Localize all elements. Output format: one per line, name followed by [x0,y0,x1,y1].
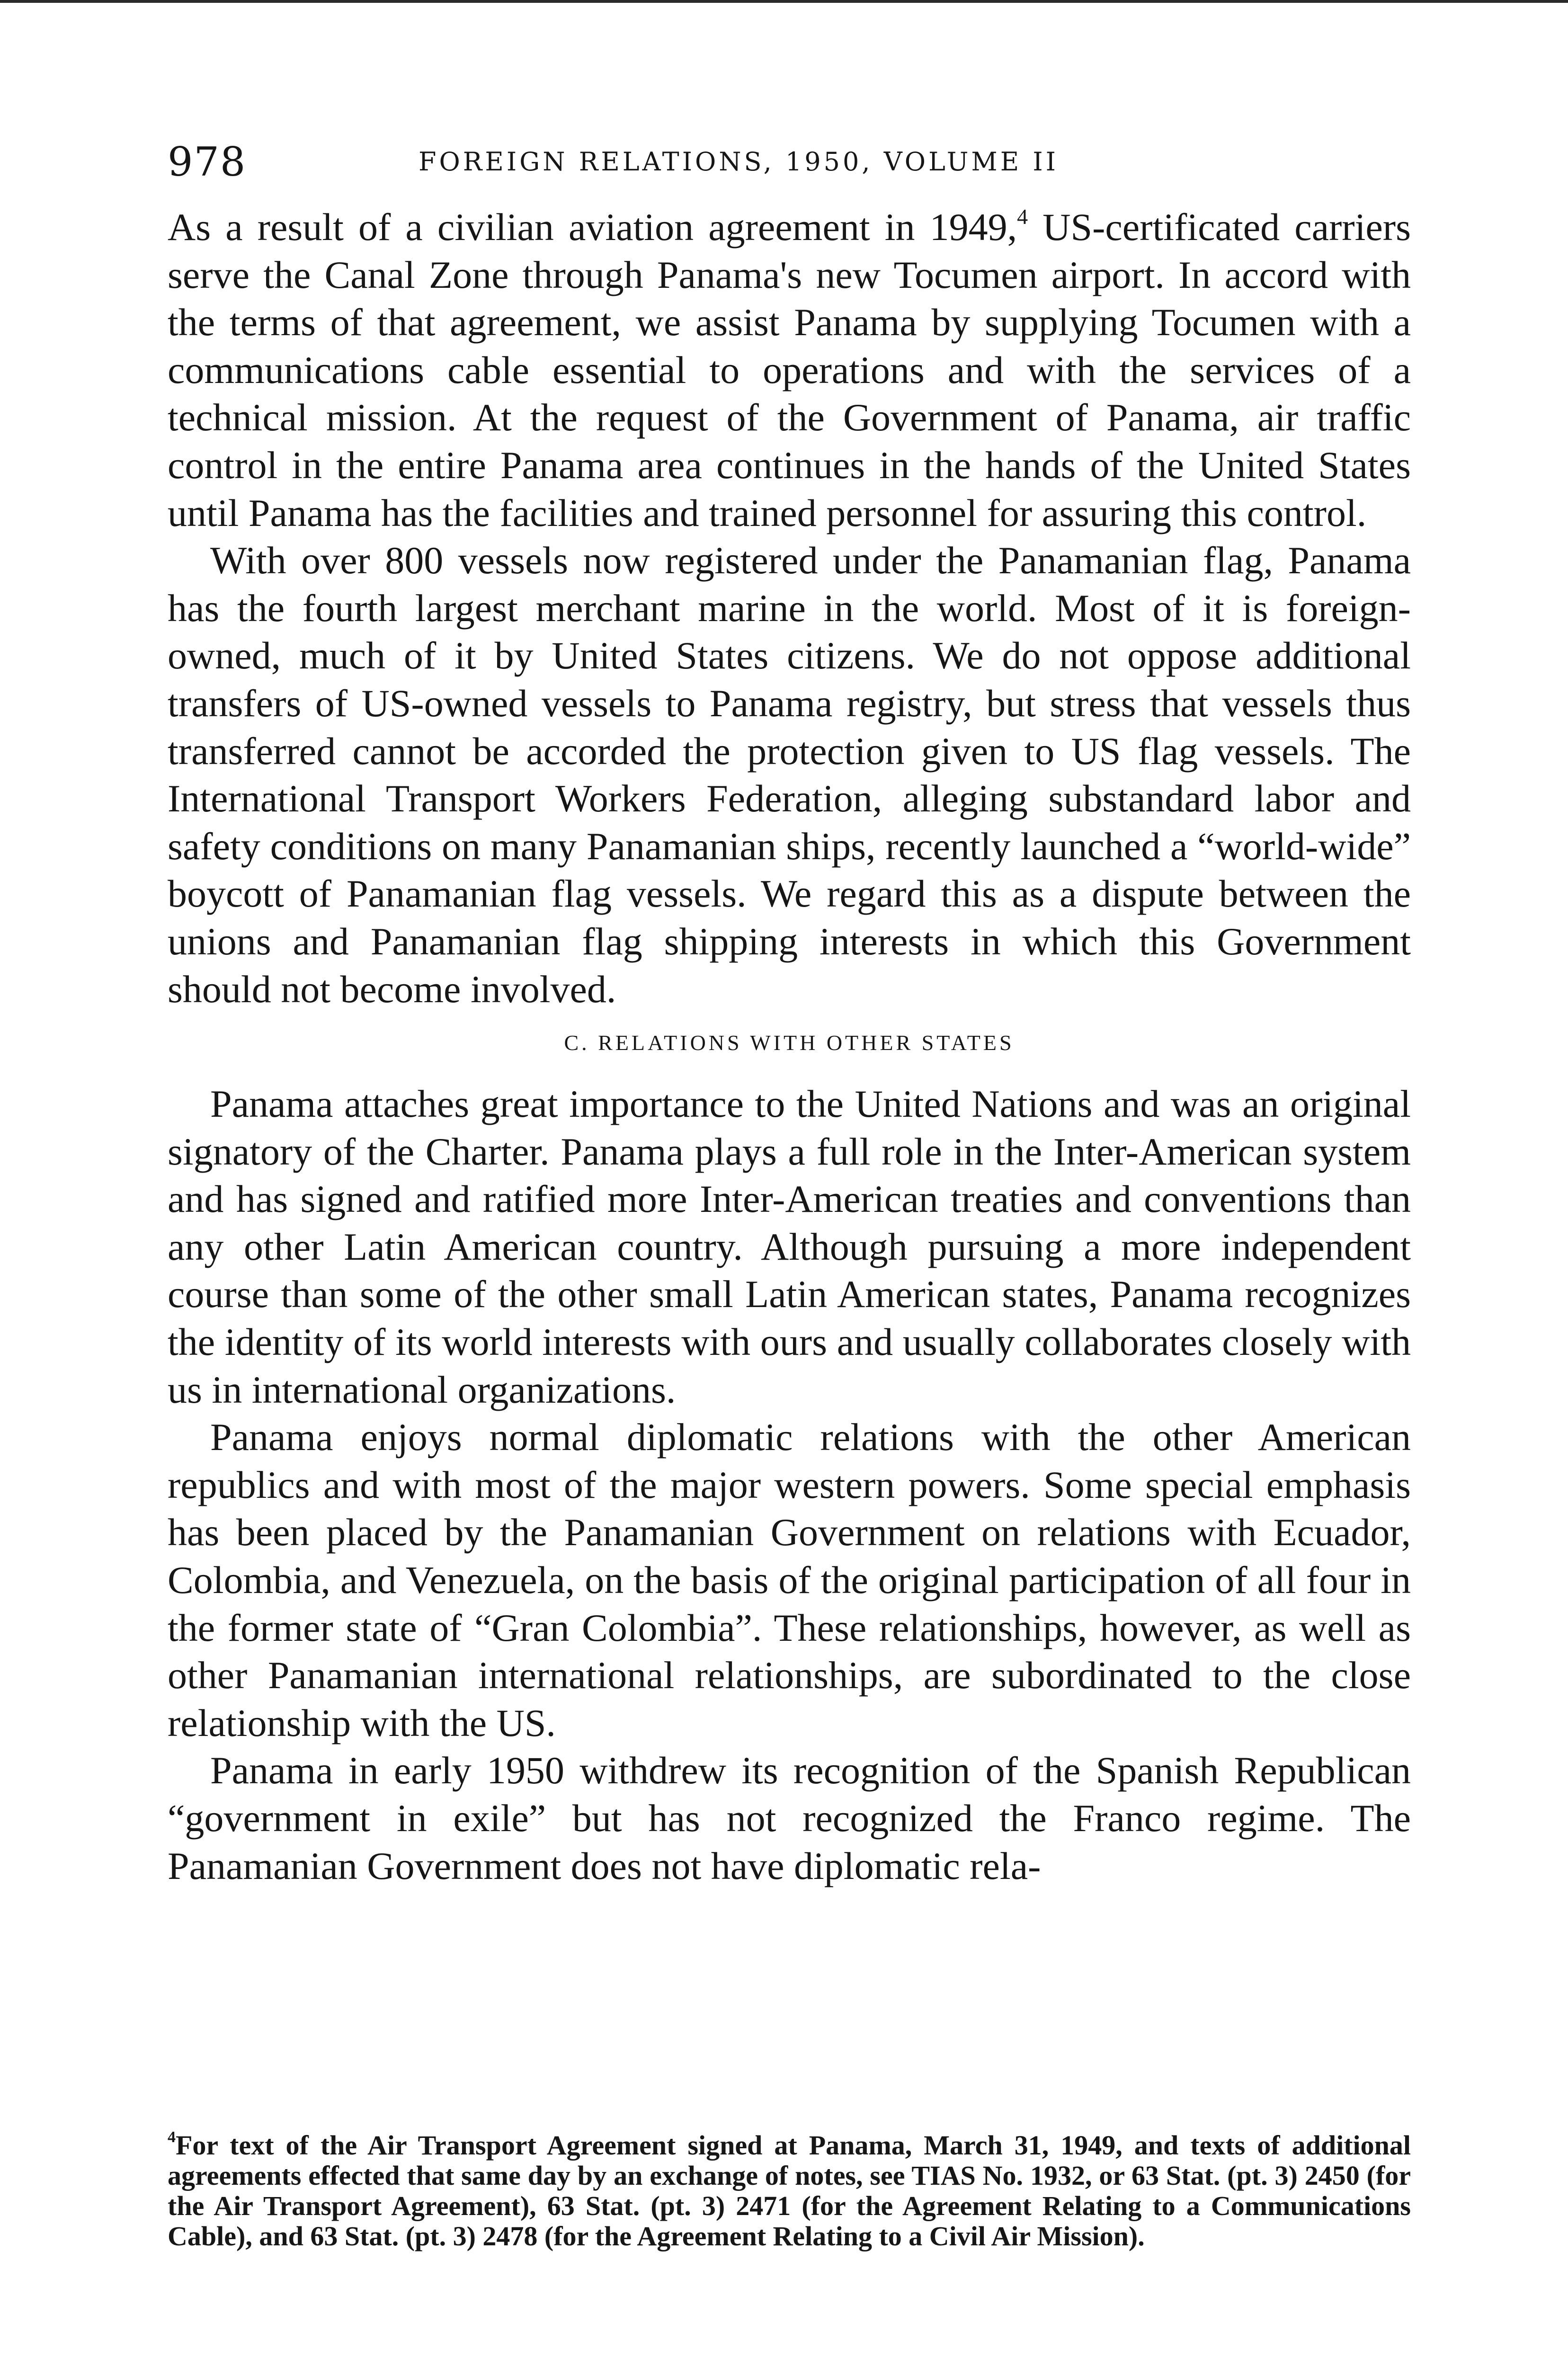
footnote-marker: 4 [168,2128,176,2146]
footnote-reference: 4 [1017,205,1028,229]
paragraph-aviation [168,204,1411,537]
paragraph-aviation-text: As a result of a civilian aviation agreement in 1949, [168,205,1017,249]
top-rule [0,0,1568,3]
paragraph-diplomatic-relations: Panama enjoys normal diplomatic relations with the other American republics and with most of the major western powers. Some special emphasis has been placed by the Panamanian Government on relations with Ecuador, Colombia, and Venezuela, on the basis of the original participation of all four in the former state of “Gran Colombia”. These relationships, however, as well as other Panamanian international relationships, are subordinated to the close relationship with the US. [168,1415,1411,1744]
section-heading: C. RELATIONS WITH OTHER STATES [564,1031,1015,1055]
paragraph-united-nations: Panama attaches great importance to the United Nations and was an original signatory of the Charter. Panama plays a full role in the Inter-American system and has signed and ratified more Inter-American treaties and conventions than any other Latin American country. Although pursuing a more independent course than some of the other small Latin American states, Panama recognizes the identity of its world interests with ours and usually collaborates closely with us in international organizations. [168,1082,1411,1411]
footnote-text: For text of the Air Transport Agreement signed at Panama, March 31, 1949, and texts of additional agreements effected that same day by an exchange of notes, see TIAS No. 1932, or 63 Stat. (pt. 3) 2450 (for the Air Transport Agreement), 63 Stat. (pt. 3) 2471 (for the Agreement Relating to a Communications Cable), and 63 Stat. (pt. 3) 2478 (for the Agreement Relating to a Civil Air Mission). [168,2130,1411,2251]
footnote [168,2130,1411,2251]
body-text [168,204,1411,1890]
running-title: FOREIGN RELATIONS, 1950, VOLUME II [419,147,1059,177]
running-head [168,138,1413,186]
paragraph-aviation-text-cont: US-certificated carriers serve the Canal Zone through Panama's new Tocumen airport. In accord with the terms of that agreement, we assist Panama by supplying Tocumen with a communications cable essential to operations and with the services of a technical mission. At the request of the Government of Panama, air traffic control in the entire Panama area continues in the hands of the United States until Panama has the facilities and trained personnel for assuring this control. [168,205,1411,534]
paragraph-spanish-republican: Panama in early 1950 withdrew its recognition of the Spanish Republican “government in exile” but has not recognized the Franco regime. The Panamanian Government does not have diplomatic rela- [168,1749,1411,1887]
paragraph-shipping: With over 800 vessels now registered under the Panamanian flag, Panama has the fourth largest merchant marine in the world. Most of it is foreign-owned, much of it by United States citizens. We do not oppose additional transfers of US-owned vessels to Panama registry, but stress that vessels thus transferred cannot be accorded the protection given to US flag vessels. The International Transport Workers Federation, alleging substandard labor and safety conditions on many Panamanian ships, recently launched a “world-wide” boycott of Panamanian flag vessels. We regard this as a dispute between the unions and Panamanian flag shipping interests in which this Government should not become involved. [168,539,1411,1011]
page-number: 978 [168,139,247,185]
